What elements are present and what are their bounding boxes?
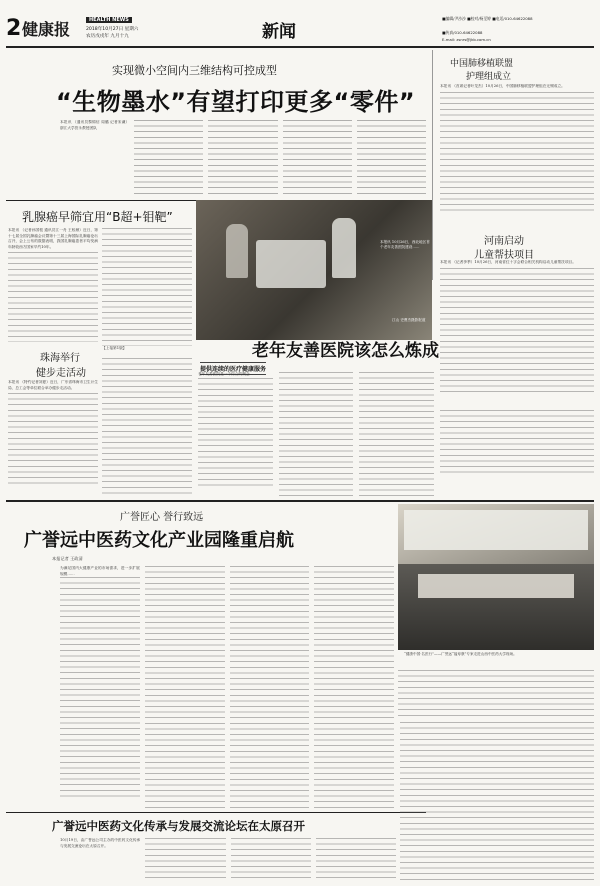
lead-body-col [208,120,277,198]
photo1-credit: 江山 史曹杰摄影报道 [392,318,426,322]
lead-body-col: 本报讯 （通讯员黎锦信 周璐 记者宋谦）浙江大学贺永教授团队 [60,120,130,130]
article6-col [145,838,225,882]
article6-title: 广誉远中医药文化传承与发展交流论坛在太原召开 [52,819,305,833]
right1-title: 中国肺移植联盟 [450,59,514,69]
article3-body: 本报讯 （特约记者刘夏）近日，广东省珠海市卫生计生局、总工会等单位联合举办健步走活动。 [8,380,98,496]
right1-title2: 护理组成立 [466,72,512,82]
article5-body-right [398,670,594,718]
article4-body [198,372,434,496]
article4-col [359,372,434,496]
article3-title2: 健步走活动 [36,368,86,379]
section-rule-2 [6,500,594,502]
section-rule-3 [6,812,426,813]
right1-body: 本报讯 （首席记者叶龙杰）10月26日，中国肺移植联盟护理组在无锡成立。 [440,84,594,224]
right2-title2: 儿童帮扶项目 [474,250,534,261]
article4-col: 老年友善医院是一个综合的概念…… [198,372,273,496]
right3-body [440,410,594,476]
lead-body-col [357,120,426,198]
article4-subhead: 提供连续的医疗健康服务 [200,362,266,375]
article4-title: 老年友善医院该怎么炼成 [252,341,439,361]
article6-col [316,838,396,882]
photo1-caption: 本报讯 10月26日，西北地区首个老年友善医院建设…… [380,240,430,249]
lead-title: “生物墨水”有望打印更多“零件” [56,88,416,116]
nurse-figure [226,224,248,278]
lunar-date: 农历戊戌年 九月十九 [86,34,129,39]
section-title: 新闻 [262,22,296,42]
lead-kicker: 实现微小空间内三维结构可控成型 [112,64,277,77]
fax-line: ■传真/010-64622088 [442,30,483,35]
article5-col [230,566,310,810]
article4-kicker: 【上接第1版】 [102,346,127,350]
right-column-divider [432,50,433,280]
ceremony-banner [404,510,588,550]
lead-body [60,120,426,198]
ceremony-photo [398,504,594,650]
paper-name: 健康报 [22,20,71,39]
article5-col [314,566,394,810]
issue-date: 2018年10月27日 星期六 [86,27,139,32]
paper-en-name: HEALTH NEWS [86,17,132,23]
article4-col [279,372,354,496]
lead-body-col [134,120,203,198]
article5-col [145,566,225,810]
article6-col: 10月19日，由广誉远公司主办的中医药文化传承与发展交流论坛在太原召开。 [60,838,141,848]
article6-body [60,838,396,882]
article2-body: 本报讯 （记者孙国根 通讯员江一舟 王蛟雁）近日，第十七届全国乳腺癌会议暨第十三届上海国际乳腺癌论坛召开，会上公布的数据表明，我国乳腺癌患者平均发病年龄较西方国家早约10年。 [8,228,98,346]
photo2-caption: “健康中国·名医行”——广誉远“福寿康”专家走进山西中医药大学现场。 [404,652,517,656]
right2-title: 河南启动 [484,236,524,247]
article6-col [231,838,311,882]
article2-title: 乳腺癌早筛宜用“B超+钼靶” [22,210,173,224]
article5-title: 广誉远中医药文化产业园隆重启航 [24,530,294,551]
signboard-shape [418,574,574,598]
article3-title: 珠海举行 [40,353,80,364]
article6-body-right [400,722,594,882]
article5-kicker: 广誉匠心 誉行致远 [120,512,204,523]
right2-body: 本报讯 （记者李季）10月26日，河南省红十字会联合相关机构启动儿童帮扶项目。 [440,260,594,408]
article4-body-col1 [102,358,192,496]
article5-body [60,566,394,810]
article5-col: 为满足国内大健康产业的市场需求，进一步扩展规模…… [60,566,140,810]
email-line: E-mail: zsnrs@jkb.com.cn [442,37,491,42]
doctor-figure [332,218,356,278]
lead-body-col [283,120,352,198]
page-number: 2 [6,16,22,41]
article5-byline: 本报记者 王政清 [52,556,83,561]
editor-line: ■编辑/尹沙沙 ■校对/杨至婷 ■电话/010-64622088 [442,16,533,21]
article2-body-col2 [102,228,192,346]
masthead [6,8,594,48]
masthead-rule [6,46,594,48]
bed-shape [256,240,326,288]
